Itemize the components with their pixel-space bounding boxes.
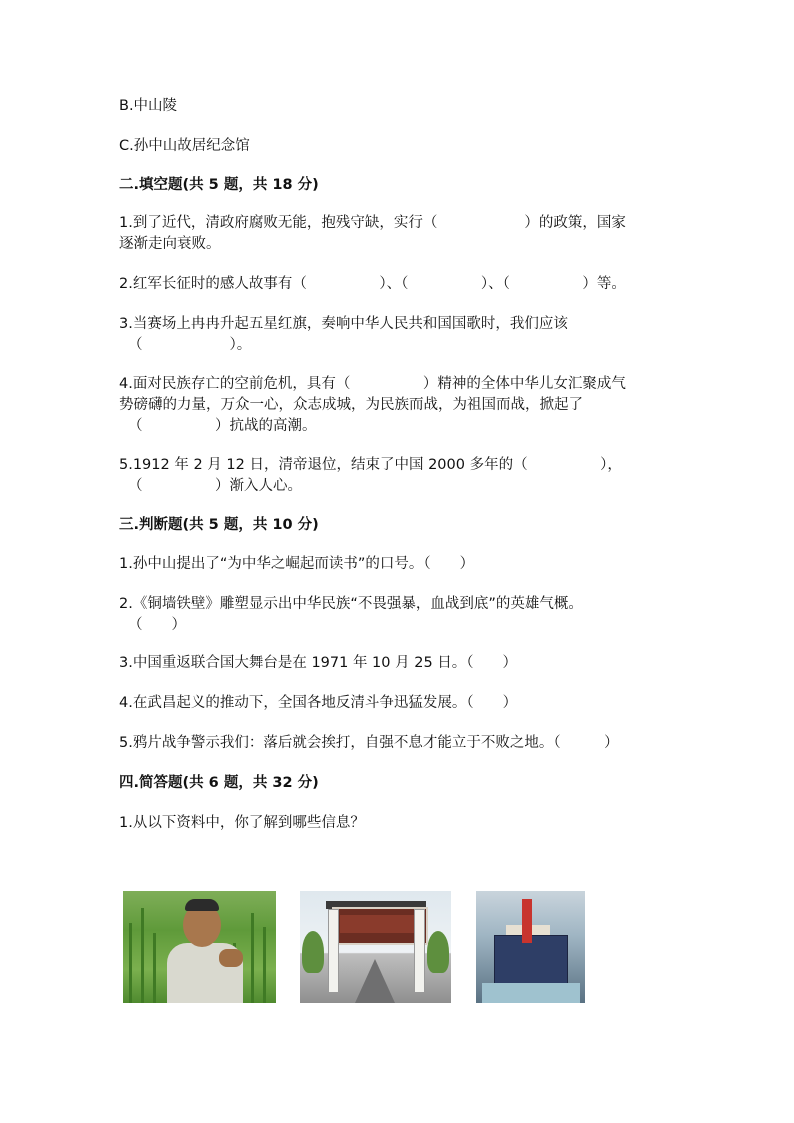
- judge-q2-line1: 2.《铜墙铁壁》雕塑显示出中华民族“不畏强暴，血战到底”的英雄气概。: [119, 596, 583, 612]
- judge-q5: 5.鸦片战争警示我们：落后就会挨打，自强不息才能立于不败之地。（ ）: [119, 735, 619, 751]
- museum-display-photo: [476, 891, 585, 1003]
- fill-q4-line3: （ ）抗战的高潮。: [128, 418, 317, 434]
- fill-q3-line2: （ ）。: [128, 337, 252, 353]
- fill-q5-line1: 5.1912 年 2 月 12 日，清帝退位，结束了中国 2000 多年的（ ），: [119, 457, 622, 473]
- fill-q3-line1: 3.当赛场上冉冉升起五星红旗，奏响中华人民共和国国歌时，我们应该: [119, 316, 568, 332]
- option-b: B.中山陵: [119, 98, 178, 114]
- section4-title: 四.简答题(共 6 题，共 32 分): [119, 775, 319, 791]
- farmer-photo: [123, 891, 276, 1003]
- option-c: C.孙中山故居纪念馆: [119, 138, 250, 154]
- fill-q1-line2: 逐渐走向衰败。: [119, 236, 221, 252]
- fill-q1-line1: 1.到了近代，清政府腐败无能，抱残守缺，实行（ ）的政策，国家: [119, 215, 626, 231]
- fill-q4-line1: 4.面对民族存亡的空前危机，具有（ ）精神的全体中华儿女汇聚成气: [119, 376, 626, 392]
- judge-q3: 3.中国重返联合国大舞台是在 1971 年 10 月 25 日。（ ）: [119, 655, 518, 671]
- judge-q1: 1.孙中山提出了“为中华之崛起而读书”的口号。（ ）: [119, 556, 475, 572]
- fill-q2: 2.红军长征时的感人故事有（ ）、（ ）、（ ）等。: [119, 276, 626, 292]
- judge-q2-line2: （ ）: [128, 617, 186, 633]
- fill-q5-line2: （ ）渐入人心。: [128, 478, 302, 494]
- short-q1: 1.从以下资料中，你了解到哪些信息？: [119, 815, 365, 831]
- judge-q4: 4.在武昌起义的推动下，全国各地反清斗争迅猛发展。（ ）: [119, 695, 518, 711]
- memorial-gate-photo: [300, 891, 451, 1003]
- section3-title: 三.判断题(共 5 题，共 10 分): [119, 517, 319, 533]
- section2-title: 二.填空题(共 5 题，共 18 分): [119, 177, 319, 193]
- fill-q4-line2: 势磅礴的力量，万众一心，众志成城，为民族而战，为祖国而战，掀起了: [119, 397, 583, 413]
